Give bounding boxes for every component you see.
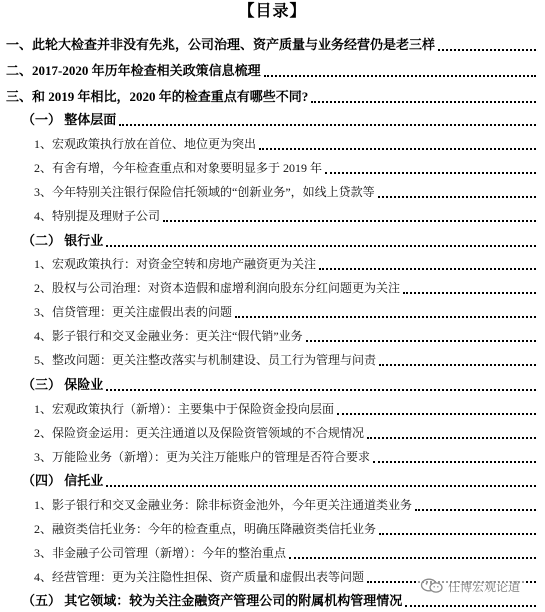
toc-entry-text: （一） 整体层面 — [22, 112, 117, 127]
toc-entry[interactable] — [34, 253, 536, 275]
toc-entry-text: 3、信贷管理：更关注虚假出表的问题 — [34, 305, 233, 319]
toc-leader-dots — [264, 61, 536, 77]
toc-entry-text: （二） 银行业 — [22, 233, 104, 248]
toc-entry[interactable] — [34, 181, 536, 203]
toc-entry-text: 三、和 2019 年相比，2020 年的检查重点有哪些不同? — [6, 89, 309, 104]
toc-entry[interactable] — [34, 518, 536, 540]
watermark — [416, 575, 524, 597]
toc-entry[interactable] — [34, 157, 536, 179]
toc-entry-text: 2、股权与公司治理：对资本造假和虚增利润向股东分红问题更为关注 — [34, 281, 401, 295]
toc-entry-text: 一、此轮大检查并非没有先兆，公司治理、资产质量与业务经营仍是老三样 — [6, 37, 436, 52]
toc-entry-text: 3、万能险业务（新增）：更为关注万能账户的管理是否符合要求 — [34, 450, 371, 464]
toc-entry-text: （四） 信托业 — [22, 473, 104, 488]
toc-leader-dots — [119, 110, 536, 126]
toc-entry-text: 1、宏观政策执行放在首位、地位更为突出 — [34, 137, 257, 151]
toc-entry[interactable] — [22, 374, 536, 396]
toc-entry-text: 3、今年特别关注银行保险信托领域的“创新业务”，如线上贷款等 — [34, 185, 375, 199]
toc-entry[interactable] — [34, 205, 536, 227]
watermark-text: 任博宏观论道 — [448, 579, 521, 594]
toc-title: 【目录】 — [238, 3, 307, 20]
toc-entry[interactable] — [22, 230, 536, 252]
toc-entry-text: 4、特别提及理财子公司 — [34, 209, 161, 223]
toc-leader-dots — [106, 471, 536, 487]
toc-entry-text: 2、有舍有增，今年检查重点和对象要明显多于 2019 年 — [34, 161, 323, 175]
toc-entry[interactable] — [6, 34, 536, 56]
toc-entry[interactable] — [22, 109, 536, 131]
toc-leader-dots — [373, 447, 536, 463]
toc-entry-text: 1、宏观政策执行：对资金空转和房地产融资更为关注 — [34, 257, 317, 271]
toc-leader-dots — [259, 134, 536, 150]
toc-leader-dots — [325, 158, 536, 174]
toc-entry-text: 4、经营管理：更为关注隐性担保、资产质量和虚假出表等问题 — [34, 570, 365, 584]
toc-entry-text: 二、2017-2020 年历年检查相关政策信息梳理 — [6, 63, 261, 78]
toc-leader-dots — [306, 326, 536, 342]
toc-entry[interactable] — [34, 133, 536, 155]
toc-leader-dots — [311, 87, 536, 103]
toc-leader-dots — [289, 543, 536, 559]
toc-entry-text: 3、非金融子公司管理（新增）：今年的整治重点 — [34, 546, 287, 560]
toc-entry-text: 1、宏观政策执行（新增）：主要集中于保险资金投向层面 — [34, 402, 335, 416]
toc-entry[interactable] — [34, 301, 536, 323]
toc-leader-dots — [403, 278, 536, 294]
toc-entry[interactable] — [34, 542, 536, 564]
toc-leader-dots — [379, 519, 536, 535]
toc-leader-dots — [379, 350, 536, 366]
toc-entry-text: 2、融资类信托业务：今年的检查重点，明确压降融资类信托业务 — [34, 522, 377, 536]
toc-entry[interactable] — [34, 398, 536, 420]
toc-leader-dots — [378, 182, 536, 198]
toc-leader-dots — [106, 375, 536, 391]
toc-leader-dots — [106, 231, 536, 247]
toc-entry[interactable] — [34, 349, 536, 371]
toc-leader-dots — [235, 302, 536, 318]
toc-entry-text: （五） 其它领域：较为关注金融资产管理公司的附属机构管理情况 — [22, 593, 403, 608]
toc-entry[interactable] — [34, 446, 536, 468]
wechat-icon — [420, 578, 444, 594]
toc-entry-text: 2、保险资金运用：更关注通道以及保险资管领域的不合规情况 — [34, 426, 365, 440]
toc-entry[interactable] — [22, 470, 536, 492]
toc-leader-dots — [163, 206, 536, 222]
toc-entry[interactable] — [6, 60, 536, 82]
toc-entry-text: 4、影子银行和交叉金融业务：更关注“假代销”业务 — [34, 329, 303, 343]
toc-leader-dots — [415, 495, 536, 511]
toc-entry[interactable] — [6, 86, 536, 108]
toc-leader-dots — [337, 399, 536, 415]
toc-entry[interactable] — [34, 325, 536, 347]
toc-leader-dots — [319, 254, 536, 270]
toc-entry[interactable] — [34, 277, 536, 299]
toc-entry[interactable] — [34, 494, 536, 516]
toc-leader-dots — [367, 423, 536, 439]
toc-entry-text: 1、影子银行和交叉金融业务：除非标资金池外，今年更关注通道类业务 — [34, 498, 413, 512]
toc-entry[interactable] — [34, 422, 536, 444]
toc-entry-text: 5、整改问题：更关注整改落实与机制建设、员工行为管理与问责 — [34, 353, 377, 367]
toc-entry-text: （三） 保险业 — [22, 377, 104, 392]
toc-leader-dots — [438, 35, 536, 51]
